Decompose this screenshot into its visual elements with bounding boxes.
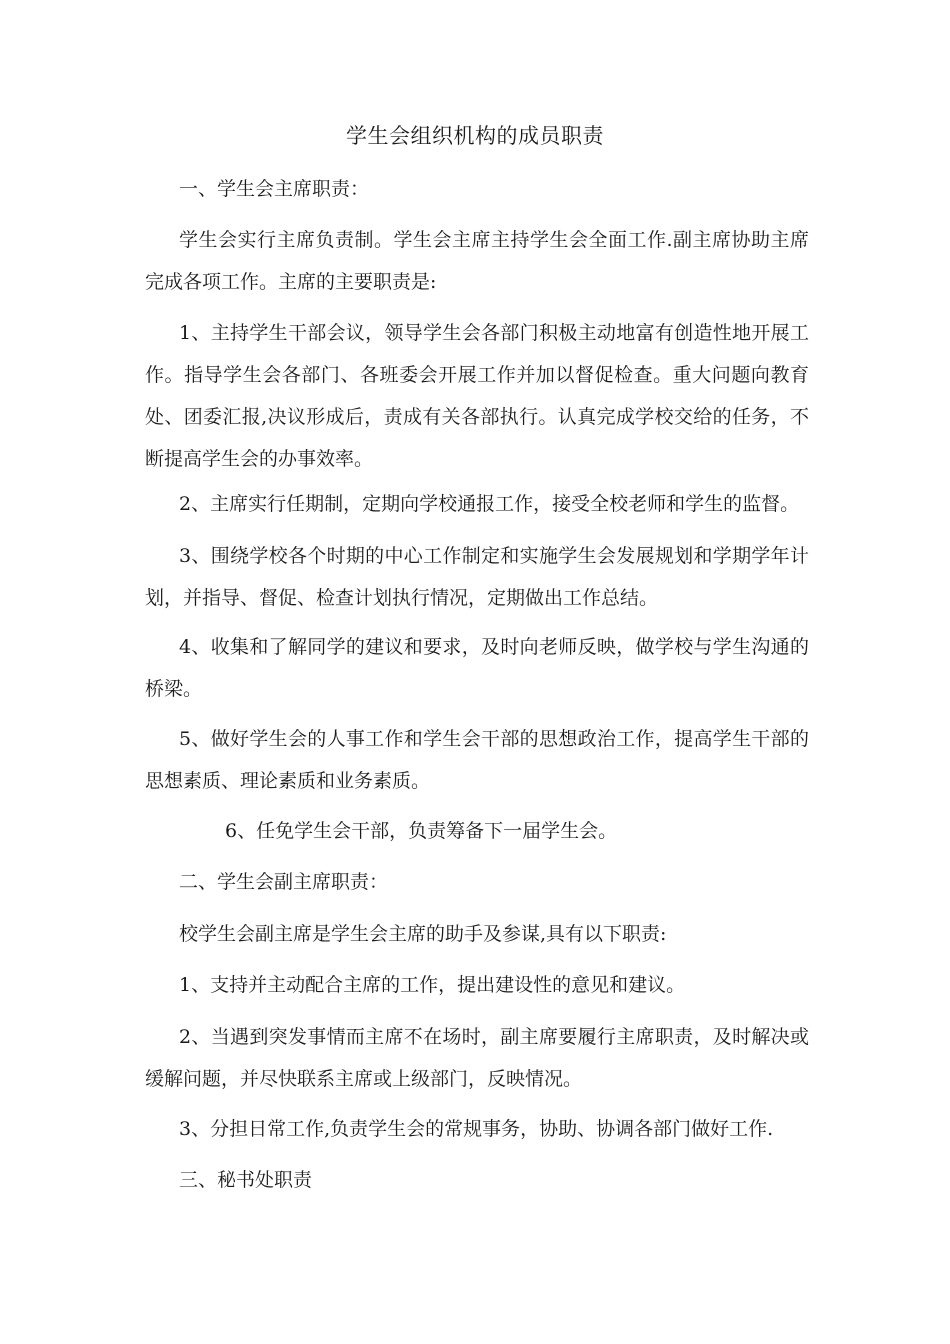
paragraph-chairman-duty-1: 1、主持学生干部会议，领导学生会各部门积极主动地富有创造性地开展工作。指导学生会各部门、各班委会开展工作并加以督促检查。重大问题向教育处、团委汇报,决议形成后，责成有关各部执行。认真完成学校交给的任务，不断提高学生会的办事效率。 — [145, 322, 809, 470]
paragraph-chairman-duty-4: 4、收集和了解同学的建议和要求，及时向老师反映，做学校与学生沟通的桥梁。 — [145, 636, 809, 700]
paragraph-vice-chairman-duty-3: 3、分担日常工作,负责学生会的常规事务，协助、协调各部门做好工作. — [179, 1118, 774, 1140]
paragraph-chairman-duty-3: 3、围绕学校各个时期的中心工作制定和实施学生会发展规划和学期学年计划，并指导、督促、检查计划执行情况，定期做出工作总结。 — [145, 545, 809, 609]
paragraph-chairman-duty-2: 2、主席实行任期制，定期向学校通报工作，接受全校老师和学生的监督。 — [179, 493, 800, 515]
paragraph-chairman-duty-5: 5、做好学生会的人事工作和学生会干部的思想政治工作，提高学生干部的思想素质、理论素质和业务素质。 — [145, 728, 809, 792]
section-heading-vice-chairman: 二、学生会副主席职责： — [179, 871, 389, 893]
document-title: 学生会组织机构的成员职责 — [346, 124, 604, 148]
section-heading-secretariat: 三、秘书处职责 — [179, 1169, 313, 1191]
paragraph-chairman-intro: 学生会实行主席负责制。学生会主席主持学生会全面工作.副主席协助主席完成各项工作。主席的主要职责是: — [145, 229, 809, 293]
paragraph-chairman-duty-6: 6、任免学生会干部，负责筹备下一届学生会。 — [225, 820, 618, 842]
section-heading-chairman: 一、学生会主席职责： — [179, 178, 370, 200]
paragraph-vice-chairman-intro: 校学生会副主席是学生会主席的助手及参谋,具有以下职责: — [179, 923, 667, 945]
paragraph-vice-chairman-duty-1: 1、支持并主动配合主席的工作，提出建设性的意见和建议。 — [179, 974, 686, 996]
paragraph-vice-chairman-duty-2: 2、当遇到突发事情而主席不在场时，副主席要履行主席职责，及时解决或缓解问题，并尽快联系主席或上级部门，反映情况。 — [145, 1026, 809, 1090]
